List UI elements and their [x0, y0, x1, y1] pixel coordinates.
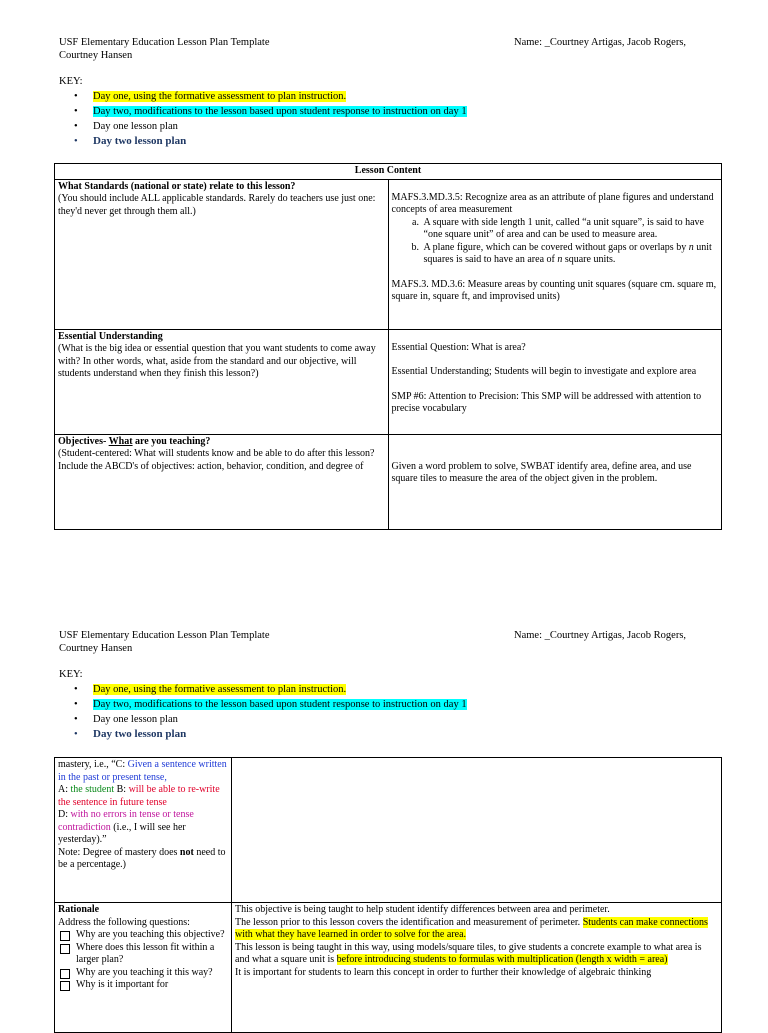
rationale-question-checkbox: Why are you teaching it this way? — [58, 967, 228, 980]
standard-item-b: b. A plane figure, which can be covered without gaps or overlaps by n unit squares is said to have an area of n square units. — [422, 242, 719, 267]
template-title: USF Elementary Education Lesson Plan Template — [59, 630, 270, 641]
standards-label-cell — [55, 179, 389, 329]
lesson-content-heading: Lesson Content — [55, 164, 722, 180]
key-item-day-two-plan: • Day two lesson plan — [93, 134, 679, 149]
standard-md-3-5: MAFS.3.MD.3.5: Recognize area as an attribute of plane figures and understand concepts of area measurement — [391, 191, 714, 215]
objectives-note: (Student-centered: What will students know and be able to do after this lesson? Include the ABCD's of objectives: action, behavior, condition, and degree of — [58, 448, 375, 472]
rationale-note: Address the following questions: — [58, 916, 190, 928]
rationale-prior-lesson: The lesson prior to this lesson covers the identification and measurement of perimeter. Students can make connections with what they have learned in order to solve for the area. — [235, 916, 708, 940]
mastery-content-cell — [232, 758, 722, 903]
standard-item-a: a. A square with side length 1 unit, called “a unit square”, is said to have “one square unit” of area and can be used to measure area. — [422, 217, 719, 242]
essential-content-cell — [388, 329, 722, 434]
key-label: KEY: — [59, 669, 83, 680]
mastery-note: Note: Degree of mastery does not need to be a percentage.) — [58, 846, 226, 870]
rationale-question-checkbox: Where does this lesson fit within a larger plan? — [58, 942, 228, 967]
essential-understanding: Essential Understanding; Students will begin to investigate and explore area — [391, 366, 697, 377]
behavior-text: will be able to re-write the sentence in future tense — [58, 784, 220, 808]
standard-md-3-6: MAFS.3. MD.3.6: Measure areas by counting unit squares (square cm. square m, square in, square ft, and improvised units) — [391, 278, 717, 302]
smp-statement: SMP #6: Attention to Precision: This SMP will be addressed with attention to precise vocabulary — [391, 390, 702, 414]
objective-text: Given a word problem to solve, SWBAT identify area, define area, and use square tiles to measure the area of the object given in the problem. — [391, 460, 692, 484]
key-label: KEY: — [59, 76, 83, 87]
key-item-day-two-modifications: • Day two, modifications to the lesson based upon student response to instruction on day 1 — [93, 104, 679, 119]
rationale-label: Rationale — [58, 904, 100, 915]
standards-note: (You should include ALL applicable standards. Rarely do teachers use just one: they'd never get through them all.) — [58, 193, 376, 217]
rationale-method: This lesson is being taught in this way, using models/square tiles, to give students a concrete example to what area is and what a square unit is before introducing students to formulas with multiplication (length x width = area) — [235, 941, 702, 965]
audience-text: the student — [70, 784, 115, 795]
author-names-continued: Courtney Hansen — [59, 50, 133, 61]
objectives-label-cell — [55, 434, 389, 529]
key-item-day-one-plan: • Day one lesson plan — [93, 119, 679, 134]
essential-question: Essential Question: What is area? — [391, 341, 526, 353]
rationale-question-checkbox: Why are you teaching this objective? — [58, 929, 228, 942]
lesson-content-table — [54, 163, 722, 530]
standards-content-cell — [388, 179, 722, 329]
author-names: Name: _Courtney Artigas, Jacob Rogers, — [514, 37, 687, 48]
objectives-label: Objectives- What are you teaching? — [58, 435, 211, 447]
rationale-importance: It is important for students to learn this concept in order to further their knowledge of algebraic thinking — [235, 966, 652, 978]
essential-note: (What is the big idea or essential question that you want students to come away with? In other words, what, aside from the standard and our objective, will students understand when they finish this lesson?) — [58, 343, 376, 379]
key-item-day-one-formative: • Day one, using the formative assessment to plan instruction. — [93, 682, 679, 697]
template-title: USF Elementary Education Lesson Plan Template — [59, 37, 270, 48]
rationale-content-cell — [232, 903, 722, 1033]
key-item-day-one-formative: • Day one, using the formative assessment to plan instruction. — [93, 89, 679, 104]
condition-text: Given a sentence written in the past or present tense, — [58, 759, 227, 783]
essential-label: Essential Understanding — [58, 330, 163, 342]
rationale-label-cell — [55, 903, 232, 1033]
author-names: Name: _Courtney Artigas, Jacob Rogers, — [514, 630, 687, 641]
mastery-cell: mastery, i.e., “C: Given a sentence written in the past or present tense, A: the student B: will be able to re-write the sentence in future tense D: with no errors in tense or tense contradiction (i.e., I will see her yesterday).” Note: Degree of mastery does not need to be a percentage.) — [55, 758, 232, 903]
key-item-day-two-modifications: • Day two, modifications to the lesson based upon student response to instruction on day 1 — [93, 697, 679, 712]
key-item-day-one-plan: • Day one lesson plan — [93, 712, 679, 727]
key-legend — [59, 74, 679, 149]
essential-label-cell — [55, 329, 389, 434]
standards-label: What Standards (national or state) relate to this lesson? — [58, 180, 296, 192]
key-legend — [59, 667, 679, 742]
author-names-continued: Courtney Hansen — [59, 643, 133, 654]
rationale-question-checkbox: Why is it important for — [58, 979, 228, 992]
key-item-day-two-plan: • Day two lesson plan — [93, 727, 679, 742]
rationale-objective: This objective is being taught to help student identify differences between area and perimeter. — [235, 904, 610, 915]
lesson-content-table-continued — [54, 757, 722, 1033]
degree-text: with no errors in tense or tense contradiction — [58, 809, 194, 833]
objectives-content-cell — [388, 434, 722, 529]
